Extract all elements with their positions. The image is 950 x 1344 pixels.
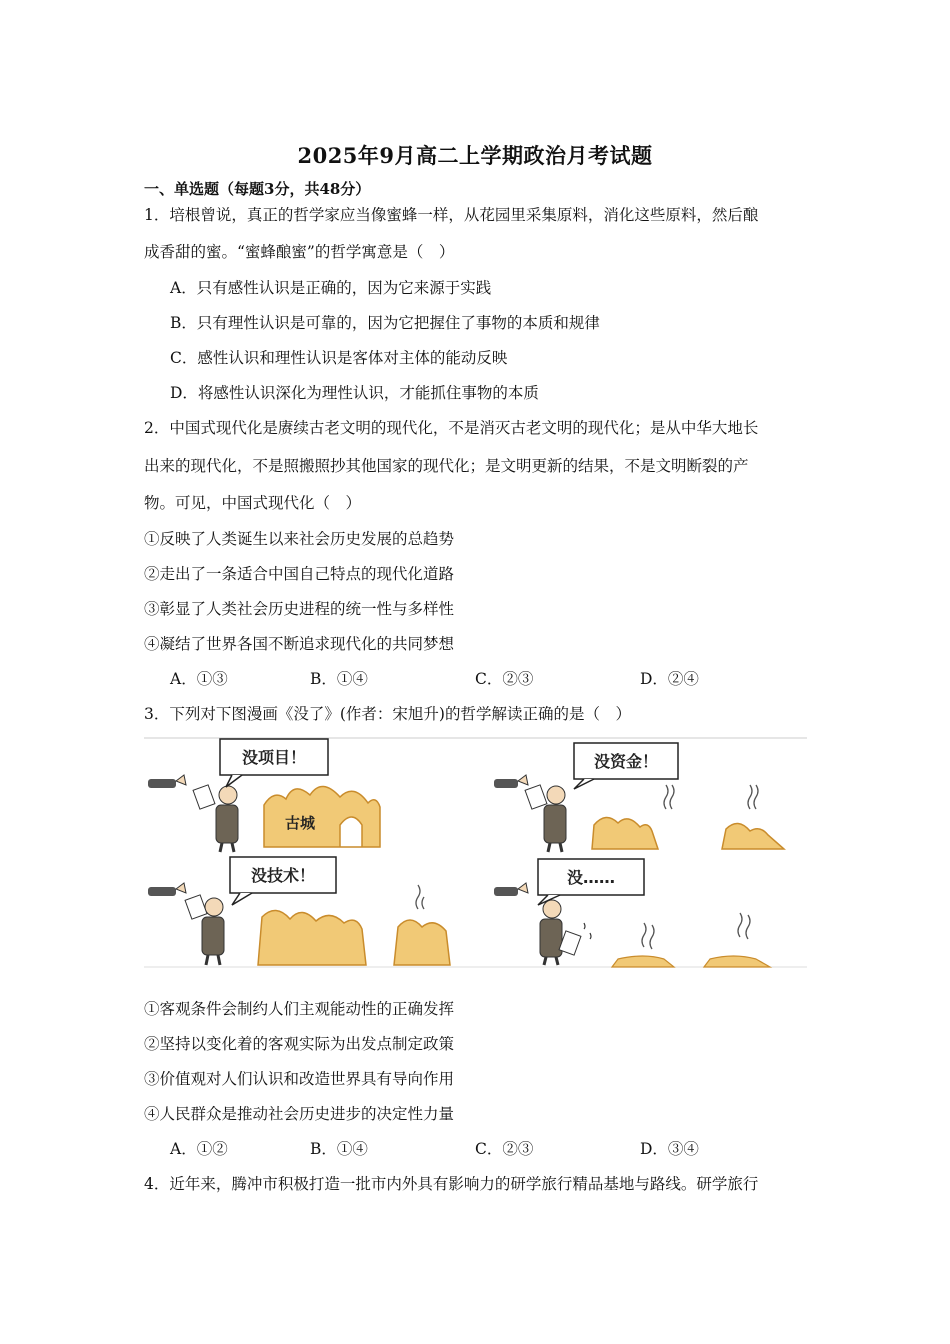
q3-choice-c[interactable]: C．②③ <box>475 1140 534 1158</box>
ruins-2 <box>704 956 770 967</box>
q2-stem-line1: 2．中国式现代化是赓续古老文明的现代化，不是消灭古老文明的现代化；是从中华大地长 <box>144 419 759 437</box>
sweat-drops-icon <box>584 923 591 939</box>
bubble-1-text: 没项目！ <box>241 748 307 767</box>
city-label: 古城 <box>284 814 316 832</box>
smoke-icon <box>416 885 424 909</box>
speech-bubble-2 <box>574 743 678 789</box>
ancient-city-wall <box>264 786 380 847</box>
section-heading: 一、单选题（每题3分，共48分） <box>144 180 371 198</box>
q3-choice-a[interactable]: A．①② <box>170 1140 228 1158</box>
official-figure <box>185 895 224 965</box>
comic-panel-3 <box>148 857 450 965</box>
comic-mei-le <box>144 737 807 969</box>
damaged-wall-2 <box>394 920 450 965</box>
smoke-icon <box>738 913 750 939</box>
official-figure <box>525 785 566 852</box>
pushing-hand <box>176 775 186 785</box>
q2-choice-d[interactable]: D．②④ <box>640 670 699 688</box>
bubble-3-text: 没技术！ <box>250 866 316 885</box>
q1-stem-line2: 成香甜的蜜。“蜜蜂酿蜜”的哲学寓意是（ ） <box>144 243 455 261</box>
q2-choice-c[interactable]: C．②③ <box>475 670 534 688</box>
q1-stem-line1: 1．培根曾说，真正的哲学家应当像蜜蜂一样，从花园里采集原料，消化这些原料，然后酿 <box>144 206 759 224</box>
q2-statement-1: ①反映了人类诞生以来社会历史发展的总趋势 <box>144 530 455 548</box>
smoke-icon <box>748 785 758 809</box>
q2-stem-line3: 物。可见，中国式现代化（ ） <box>144 494 362 512</box>
q2-stem-line2: 出来的现代化，不是照搬照抄其他国家的现代化；是文明更新的结果，不是文明断裂的产 <box>144 457 749 475</box>
q1-option-c[interactable]: C．感性认识和理性认识是客体对主体的能动反映 <box>170 349 508 367</box>
page-title: 2025年9月高二上学期政治月考试题 <box>297 143 653 168</box>
comic-panel-1 <box>148 739 380 852</box>
official-figure <box>540 900 591 965</box>
q3-statement-2: ②坚持以变化着的客观实际为出发点制定政策 <box>144 1035 455 1053</box>
damaged-wall-1 <box>258 910 366 965</box>
q3-stem-line1: 3．下列对下图漫画《没了》(作者：宋旭升)的哲学解读正确的是（ ） <box>144 705 631 723</box>
ruins-1 <box>612 956 674 967</box>
q4-stem-line1: 4．近年来，腾冲市积极打造一批市内外具有影响力的研学旅行精品基地与路线。研学旅行 <box>144 1175 759 1193</box>
q1-option-d[interactable]: D．将感性认识深化为理性认识，才能抓住事物的本质 <box>170 384 539 402</box>
q3-statement-1: ①客观条件会制约人们主观能动性的正确发挥 <box>144 1000 455 1018</box>
q3-statement-4: ④人民群众是推动社会历史进步的决定性力量 <box>144 1105 455 1123</box>
document-paper <box>193 785 215 809</box>
smoke-icon <box>642 923 654 949</box>
bubble-2-text: 没资金！ <box>593 752 659 771</box>
q2-statement-3: ③彰显了人类社会历史进程的统一性与多样性 <box>144 600 455 618</box>
official-figure <box>193 785 238 852</box>
smoke-icon <box>664 785 674 809</box>
speech-bubble-3 <box>230 857 336 905</box>
bubble-4-text: 没…… <box>566 868 616 887</box>
q2-statement-2: ②走出了一条适合中国自己特点的现代化道路 <box>144 565 455 583</box>
speech-bubble-1 <box>220 739 328 787</box>
q1-option-b[interactable]: B．只有理性认识是可靠的，因为它把握住了事物的本质和规律 <box>170 314 600 332</box>
pointing-sleeve <box>148 779 176 788</box>
speech-bubble-4 <box>538 859 644 905</box>
q2-choice-b[interactable]: B．①④ <box>310 670 368 688</box>
crumbling-wall-1 <box>592 817 658 849</box>
comic-panel-2 <box>494 743 784 852</box>
q3-statement-3: ③价值观对人们认识和改造世界具有导向作用 <box>144 1070 455 1088</box>
comic-panel-4 <box>494 859 770 967</box>
q1-option-a[interactable]: A．只有感性认识是正确的，因为它来源于实践 <box>170 279 492 297</box>
q2-statement-4: ④凝结了世界各国不断追求现代化的共同梦想 <box>144 635 455 653</box>
q2-choice-a[interactable]: A．①③ <box>170 670 228 688</box>
crumbling-wall-2 <box>722 823 784 849</box>
q3-choice-b[interactable]: B．①④ <box>310 1140 368 1158</box>
q3-choice-d[interactable]: D．③④ <box>640 1140 699 1158</box>
